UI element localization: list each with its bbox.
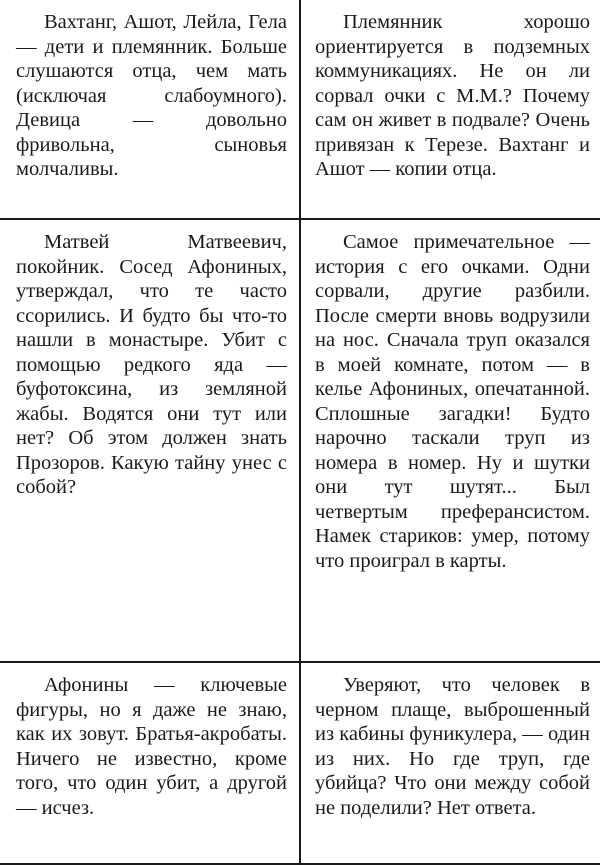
table-cell-matvey [0,219,300,662]
table-cell-family-notes [300,0,600,219]
table-row [0,219,600,662]
table-row [0,0,600,219]
cell-text: Матвей Матвеевич, покойник. Сосед Афониных, утверждал, что те часто ссорились. И будто бы что-то нашли в монастыре. Убит с помощью редкого яда — буфотоксина, из земляной жабы. Водятся они тут или нет? Об этом должен знать Прозоров. Какую тайну унес с собой? [16,231,287,498]
cell-text: Самое примечательное — история с его очками. Одни сорвали, другие разбили. После смерти вновь водрузили на нос. Сначала труп оказался в моей комнате, потом — в келье Афониных, опечатанной. Сплошные загадки! Будто нарочно таскали труп из номера в номер. Ну и шутки они тут шутят... Был четвертым преферансистом. Намек стариков: умер, потому что проиграл в карты. [315,231,590,572]
cell-text: Афонины — ключевые фигуры, но я даже не знаю, как их зовут. Братья-акробаты. Ничего не известно, кроме того, что один убит, а другой — исчез. [16,674,287,819]
cell-text: Племянник хорошо ориентируется в подземных коммуникациях. Не он ли сорвал очки с М.М.? Почему сам он живет в подвале? Очень привязан к Терезе. Вахтанг и Ашот — копии отца. [315,11,590,180]
table-cell-matvey-notes [300,219,600,662]
table-cell-afonin [0,662,300,864]
table-row [0,662,600,864]
cell-text: Вахтанг, Ашот, Лейла, Гела — дети и племянник. Больше слушаются отца, чем мать (исключая слабоумного). Девица — довольно фривольна, сыновья молчаливы. [16,11,287,180]
cell-text: Уверяют, что человек в черном плаще, выброшенный из кабины фуникулера, — один из них. Но где труп, где убийца? Что они между собой не поделили? Нет ответа. [315,674,590,819]
table-cell-family [0,0,300,219]
table-cell-afonin-notes [300,662,600,864]
